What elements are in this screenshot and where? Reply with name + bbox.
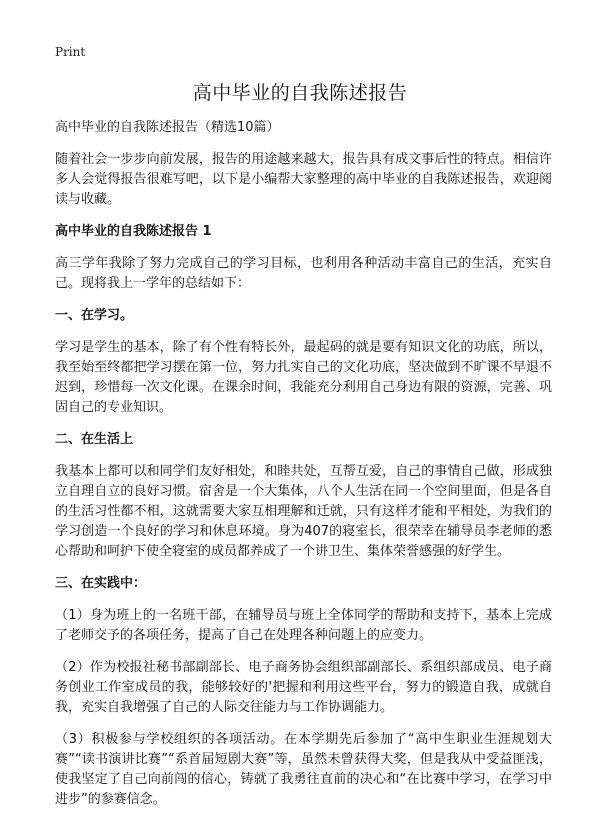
section-heading-practice: 三、在实践中： [55, 576, 147, 591]
page-title: 高中毕业的自我陈述报告 [192, 82, 408, 104]
document-subtitle: 高中毕业的自我陈述报告（精选10篇） [55, 120, 280, 135]
report-opening-paragraph: 高三学年我除了努力完成自己的学习目标，也利用各种活动丰富自己的生活，充实自己。现将我上一学年的总结如下： [55, 256, 552, 291]
section-heading-study: 一、在学习。 [55, 308, 134, 323]
practice-item-1: （1）身为班上的一名班干部，在辅导员与班上全体同学的帮助和支持下，基本上完成了老师交予的各项任务，提高了自己在处理各种问题上的应变力。 [55, 608, 552, 643]
practice-item-3: （3）积极参与学校组织的各项活动。在本学期先后参加了“高中生职业生涯规划大赛”“读书演讲比赛”“系首届短剧大赛”等，虽然未曾获得大奖，但是我从中受益匪浅，使我坚定了自己向前闯的信心，铸就了我勇往直前的决心和“在比赛中学习，在学习中进步”的参赛信念。 [55, 732, 552, 807]
document-body [55, 118, 552, 822]
practice-item-2: （2）作为校报社秘书部副部长、电子商务协会组织部副部长、系组织部成员、电子商务创业工作室成员的我，能够较好的'把握和利用这些平台，努力的锻造自我，成就自我，充实自我增强了自己的人际交往能力与工作协调能力。 [55, 660, 552, 715]
section-body-life: 我基本上都可以和同学们友好相处，和睦共处，互帮互爱，自己的事情自己做，形成独立自理自立的良好习惯。宿舍是一个大集体，八个人生活在同一个空间里面，但是各自的生活习性都不相，这就需要大家互相理解和迁就，只有这样才能和平相处，为我们的学习创造一个良好的学习和休息环境。身为407的寝室长，很荣幸在辅导员李老师的悉心帮助和呵护下使全寝室的成员都养成了一个讲卫生、集体荣誉感强的好学生。 [55, 464, 552, 559]
report-heading: 高中毕业的自我陈述报告 1 [55, 224, 212, 239]
section-heading-life: 二、在生活上 [55, 432, 134, 447]
print-link[interactable]: Print [55, 45, 86, 59]
intro-paragraph: 随着社会一步步向前发展，报告的用途越来越大，报告具有成文事后性的特点。相信许多人会觉得报告很难写吧，以下是小编帮大家整理的高中毕业的自我陈述报告，欢迎阅读与收藏。 [55, 152, 552, 207]
section-body-study: 学习是学生的基本，除了有个性有特长外，最起码的就是要有知识文化的功底，所以，我至始至终都把学习摆在第一位，努力扎实自己的文化功底，坚决做到不旷课不早退不迟到，珍惜每一次文化课。在课余时间，我能充分利用自己身边有限的资源，完善、巩固自己的专业知识。 [55, 340, 552, 415]
